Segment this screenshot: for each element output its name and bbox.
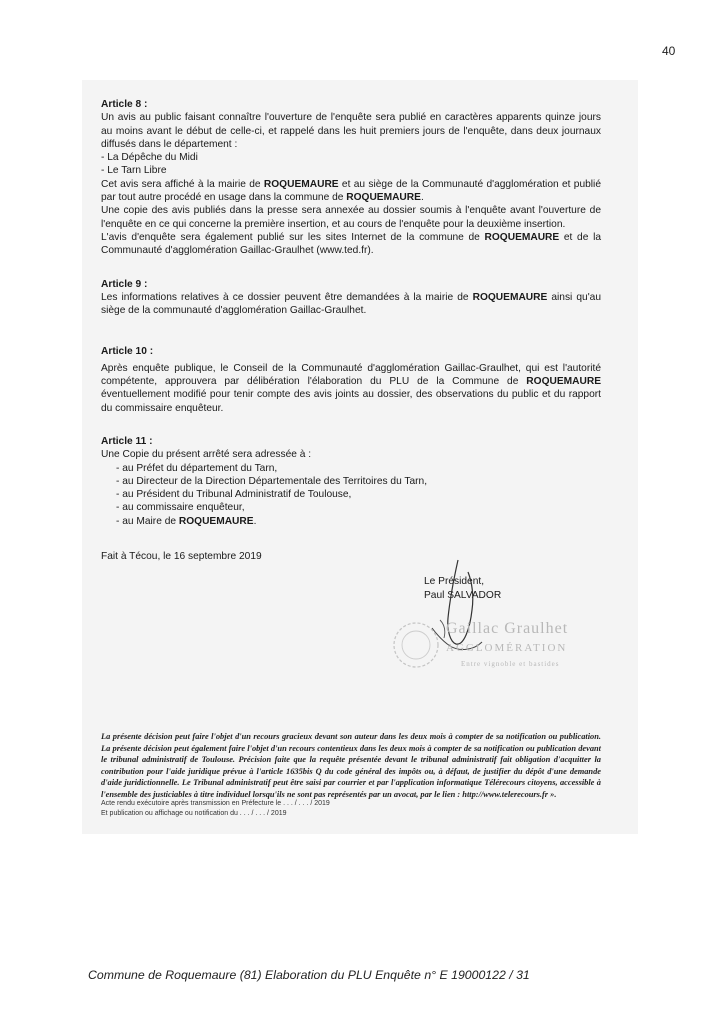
article-paragraph: L'avis d'enquête sera également publié sur les sites Internet de la commune de ROQUEMAURE et de la Communauté d'agglomération Gaillac-Graulhet (www.ted.fr). [101, 231, 601, 257]
article-paragraph: Après enquête publique, le Conseil de la Communauté d'agglomération Gaillac-Graulhet, qui est l'autorité compétente, approuvera par délibération l'élaboration du PLU de la Commune de ROQUEMAURE éventuellement modifié pour tenir compte des avis joints au dossier, des observations du public et du rapport du commissaire enquêteur. [101, 362, 601, 414]
signatory-name: Paul SALVADOR [424, 590, 502, 601]
commune-name: ROQUEMAURE [178, 515, 254, 527]
recipient-list [101, 462, 601, 528]
article-paragraph: Une Copie du présent arrêté sera adressée à : [101, 449, 312, 461]
page-footer: Commune de Roquemaure (81) Elaboration du PLU Enquête n° E 19000122 / 31 [88, 968, 530, 982]
article-8 [101, 98, 601, 258]
article-title: Article 11 : [101, 435, 153, 447]
stamp-tagline: Entre vignoble et bastides [461, 660, 560, 668]
article-paragraph: Un avis au public faisant connaître l'ouverture de l'enquête sera publié en caractères apparents quinze jours au moins avant le début de celle-ci, et rappelé dans les huit premiers jours de l'enquête, dans deux journaux diffusés dans le département : [101, 112, 601, 150]
stamp-title: Gaillac Graulhet [446, 620, 569, 637]
list-item: - La Dépêche du Midi [101, 152, 198, 164]
stamp-emblem-icon [386, 620, 446, 670]
article-title: Article 10 : [101, 346, 154, 358]
commune-name: ROQUEMAURE [472, 291, 548, 303]
signatory-role: Le Président, [424, 576, 485, 587]
list-item: - au Préfet du département du Tarn, [116, 462, 278, 474]
stamp-subtitle: AGGLOMÉRATION [446, 642, 568, 654]
list-item: - au Président du Tribunal Administratif de Toulouse, [116, 489, 352, 501]
list-item: - au commissaire enquêteur, [116, 502, 245, 514]
article-11 [101, 435, 601, 528]
list-item: - au Directeur de la Direction Départementale des Territoires du Tarn, [116, 475, 428, 487]
official-stamp [386, 620, 576, 670]
page-number: 40 [662, 44, 676, 58]
newspaper-list [101, 151, 601, 178]
commune-name: ROQUEMAURE [484, 231, 560, 243]
article-title: Article 9 : [101, 278, 148, 290]
place-date-line: Fait à Técou, le 16 septembre 2019 [101, 551, 262, 562]
commune-name: ROQUEMAURE [263, 178, 339, 190]
legal-notice [101, 731, 601, 801]
article-title: Article 8 : [101, 99, 148, 110]
execution-note-line: Acte rendu exécutoire après transmission en Préfecture le . . . / . . . / 2019 [101, 800, 330, 807]
list-item: - Le Tarn Libre [101, 165, 167, 177]
list-item: - au Maire de ROQUEMAURE. [116, 515, 257, 527]
execution-note [101, 799, 330, 818]
legal-notice-text: La présente décision peut faire l'objet d'un recours gracieux devant son auteur dans les deux mois à compter de sa notification ou publication. La présente décision peut également faire l'objet d'un recours contentieux dans les deux mois à compter de sa notification ou publication devant le tribunal administratif de Toulouse. Précision faite que la requête présentée devant le tribunal administratif fait obligation d'acquitter la contribution pour l'aide juridique prévue à l'article 1635bis Q du code général des impôts ou, à défaut, de justifier du dépôt d'une demande d'aide juridictionnelle. Le Tribunal administratif peut être saisi par courrier et par l'application informatique Télérecours citoyens, accessible à l'ensemble des justiciables à titre individuel lorsqu'ils ne sont pas représentés par un avocat, par le lien : http://www.telerecours.fr ». [101, 732, 601, 799]
article-9 [101, 278, 601, 318]
document-body [101, 98, 601, 548]
article-paragraph: Une copie des avis publiés dans la presse sera annexée au dossier soumis à l'enquête avant l'ouverture de l'enquête en ce qui concerne la première insertion, et au cours de l'enquête pour la deuxième insertion. [101, 205, 601, 230]
execution-note-line: Et publication ou affichage ou notification du . . . / . . . / 2019 [101, 809, 287, 817]
article-10 [101, 345, 601, 414]
commune-name: ROQUEMAURE [346, 192, 421, 204]
article-paragraph: Les informations relatives à ce dossier peuvent être demandées à la mairie de ROQUEMAURE ainsi qu'au siège de la communauté d'agglomération Gaillac-Graulhet. [101, 291, 601, 317]
commune-name: ROQUEMAURE [526, 376, 601, 388]
article-paragraph: Cet avis sera affiché à la mairie de ROQUEMAURE et au siège de la Communauté d'agglomération et publié par tout autre procédé en usage dans la commune de ROQUEMAURE. [101, 178, 601, 204]
